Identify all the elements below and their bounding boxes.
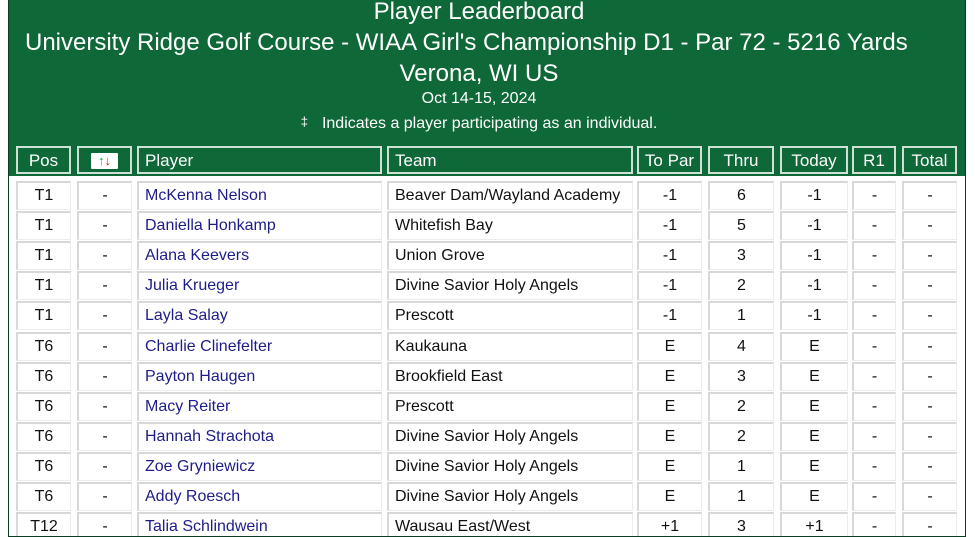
- cell-team: Divine Savior Holy Angels: [387, 271, 633, 300]
- cell-move: -: [77, 271, 132, 300]
- cell-r1: -: [852, 301, 896, 330]
- col-header-r1[interactable]: R1: [852, 146, 896, 174]
- col-header-thru[interactable]: Thru: [708, 146, 774, 174]
- cell-today: E: [780, 482, 848, 511]
- cell-to-par: -1: [637, 241, 702, 270]
- cell-r1: -: [852, 181, 896, 210]
- cell-to-par: E: [637, 422, 702, 451]
- cell-r1: -: [852, 211, 896, 240]
- cell-thru: 4: [708, 332, 774, 361]
- cell-pos: T1: [16, 181, 71, 210]
- cell-pos: T6: [16, 332, 71, 361]
- col-header-today[interactable]: Today: [780, 146, 848, 174]
- player-link[interactable]: Addy Roesch: [137, 482, 382, 511]
- col-header-total[interactable]: Total: [902, 146, 957, 174]
- cell-total: -: [902, 271, 957, 300]
- cell-pos: T12: [16, 512, 71, 537]
- cell-thru: 3: [708, 362, 774, 391]
- movement-arrows-icon: [91, 153, 118, 169]
- cell-thru: 2: [708, 271, 774, 300]
- cell-team: Wausau East/West: [387, 512, 633, 537]
- player-link[interactable]: Macy Reiter: [137, 392, 382, 421]
- cell-r1: -: [852, 241, 896, 270]
- cell-thru: 3: [708, 241, 774, 270]
- cell-to-par: -1: [637, 181, 702, 210]
- cell-move: -: [77, 301, 132, 330]
- cell-today: E: [780, 332, 848, 361]
- cell-team: Divine Savior Holy Angels: [387, 452, 633, 481]
- cell-to-par: E: [637, 362, 702, 391]
- col-header-team[interactable]: Team: [387, 146, 633, 174]
- cell-today: E: [780, 422, 848, 451]
- cell-total: -: [902, 241, 957, 270]
- cell-r1: -: [852, 392, 896, 421]
- cell-r1: -: [852, 271, 896, 300]
- cell-today: -1: [780, 271, 848, 300]
- cell-move: -: [77, 452, 132, 481]
- cell-total: -: [902, 392, 957, 421]
- cell-today: -1: [780, 301, 848, 330]
- cell-thru: 2: [708, 422, 774, 451]
- cell-thru: 1: [708, 452, 774, 481]
- cell-thru: 1: [708, 301, 774, 330]
- player-link[interactable]: Daniella Honkamp: [137, 211, 382, 240]
- cell-to-par: E: [637, 452, 702, 481]
- cell-today: -1: [780, 181, 848, 210]
- cell-move: -: [77, 362, 132, 391]
- cell-r1: -: [852, 482, 896, 511]
- cell-to-par: E: [637, 482, 702, 511]
- cell-r1: -: [852, 512, 896, 537]
- cell-team: Prescott: [387, 301, 633, 330]
- cell-team: Brookfield East: [387, 362, 633, 391]
- cell-pos: T1: [16, 241, 71, 270]
- individual-note: [9, 114, 949, 133]
- cell-move: -: [77, 422, 132, 451]
- cell-thru: 6: [708, 181, 774, 210]
- location: Verona, WI US: [399, 60, 559, 87]
- event-dates: Oct 14-15, 2024: [421, 90, 537, 107]
- cell-thru: 3: [708, 512, 774, 537]
- course-title: University Ridge Golf Course - WIAA Girl's Championship D1 - Par 72 - 5216 Yards: [25, 29, 908, 56]
- cell-move: -: [77, 512, 132, 537]
- cell-team: Kaukauna: [387, 332, 633, 361]
- cell-move: -: [77, 241, 132, 270]
- cell-today: -1: [780, 211, 848, 240]
- cell-today: E: [780, 362, 848, 391]
- cell-move: -: [77, 211, 132, 240]
- player-link[interactable]: Talia Schlindwein: [137, 512, 382, 537]
- cell-move: -: [77, 482, 132, 511]
- individual-note-text: Indicates a player participating as an individual.: [321, 115, 658, 132]
- cell-team: Divine Savior Holy Angels: [387, 422, 633, 451]
- cell-pos: T6: [16, 362, 71, 391]
- player-link[interactable]: Julia Krueger: [137, 271, 382, 300]
- cell-thru: 1: [708, 482, 774, 511]
- cell-total: -: [902, 301, 957, 330]
- arrow-up-icon: ↑: [98, 153, 105, 168]
- cell-team: Prescott: [387, 392, 633, 421]
- player-link[interactable]: Layla Salay: [137, 301, 382, 330]
- cell-r1: -: [852, 362, 896, 391]
- player-link[interactable]: Hannah Strachota: [137, 422, 382, 451]
- cell-pos: T6: [16, 452, 71, 481]
- arrow-down-icon: ↓: [104, 153, 111, 168]
- cell-pos: T1: [16, 301, 71, 330]
- cell-r1: -: [852, 332, 896, 361]
- col-header-to-par[interactable]: To Par: [637, 146, 702, 174]
- leaderboard-frame: [8, 0, 966, 537]
- cell-team: Whitefish Bay: [387, 211, 633, 240]
- col-header-pos[interactable]: Pos: [16, 146, 71, 174]
- cell-pos: T6: [16, 482, 71, 511]
- dagger-icon: ‡: [300, 114, 308, 129]
- player-link[interactable]: McKenna Nelson: [137, 181, 382, 210]
- cell-team: Divine Savior Holy Angels: [387, 482, 633, 511]
- cell-to-par: -1: [637, 211, 702, 240]
- player-link[interactable]: Alana Keevers: [137, 241, 382, 270]
- cell-team: Beaver Dam/Wayland Academy: [387, 181, 633, 210]
- cell-to-par: -1: [637, 301, 702, 330]
- cell-today: +1: [780, 512, 848, 537]
- cell-move: -: [77, 392, 132, 421]
- cell-total: -: [902, 362, 957, 391]
- cell-pos: T6: [16, 392, 71, 421]
- cell-total: -: [902, 211, 957, 240]
- cell-to-par: +1: [637, 512, 702, 537]
- cell-team: Union Grove: [387, 241, 633, 270]
- cell-total: -: [902, 422, 957, 451]
- player-link[interactable]: Payton Haugen: [137, 362, 382, 391]
- cell-total: -: [902, 482, 957, 511]
- cell-total: -: [902, 512, 957, 537]
- col-header-player[interactable]: Player: [137, 146, 382, 174]
- page-title: Player Leaderboard: [373, 0, 585, 25]
- cell-pos: T1: [16, 211, 71, 240]
- cell-today: -1: [780, 241, 848, 270]
- cell-to-par: -1: [637, 271, 702, 300]
- cell-today: E: [780, 452, 848, 481]
- cell-pos: T1: [16, 271, 71, 300]
- cell-to-par: E: [637, 392, 702, 421]
- cell-thru: 2: [708, 392, 774, 421]
- cell-total: -: [902, 332, 957, 361]
- cell-thru: 5: [708, 211, 774, 240]
- col-header-movement[interactable]: [77, 146, 132, 174]
- cell-total: -: [902, 452, 957, 481]
- cell-r1: -: [852, 422, 896, 451]
- cell-pos: T6: [16, 422, 71, 451]
- cell-today: E: [780, 392, 848, 421]
- player-link[interactable]: Charlie Clinefelter: [137, 332, 382, 361]
- cell-move: -: [77, 332, 132, 361]
- cell-total: -: [902, 181, 957, 210]
- cell-to-par: E: [637, 332, 702, 361]
- cell-move: -: [77, 181, 132, 210]
- player-link[interactable]: Zoe Gryniewicz: [137, 452, 382, 481]
- cell-r1: -: [852, 452, 896, 481]
